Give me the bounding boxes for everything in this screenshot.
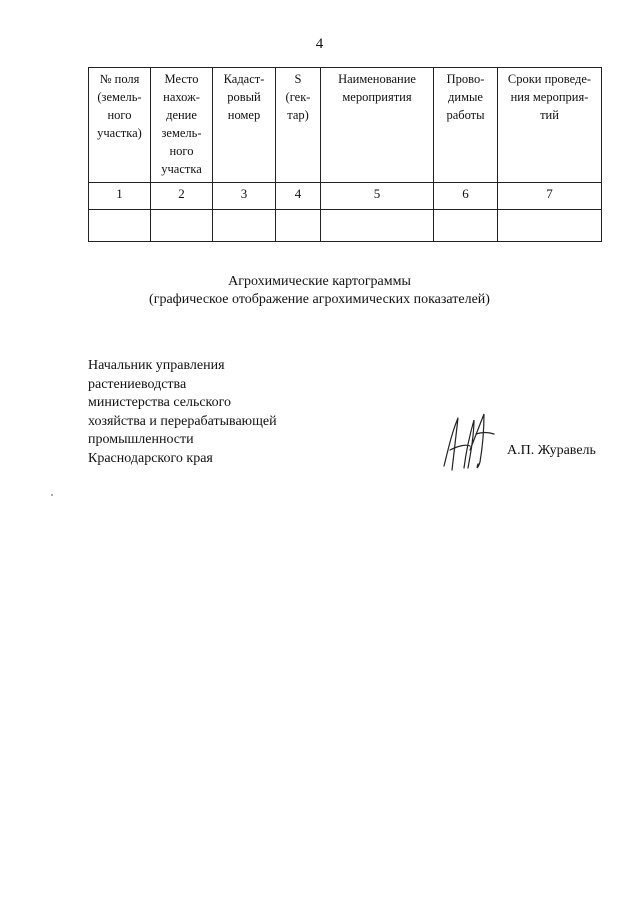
blank-cell <box>151 210 213 242</box>
header-cell: Кадаст- ровый номер <box>213 68 276 183</box>
position-line: промышленности <box>88 432 194 447</box>
blank-cell <box>498 210 602 242</box>
column-number: 1 <box>89 183 151 210</box>
handwritten-signature <box>440 410 496 474</box>
column-number: 6 <box>434 183 498 210</box>
page-number: 4 <box>315 36 324 52</box>
column-number: 7 <box>498 183 602 210</box>
table-number-row <box>89 183 602 210</box>
measures-table <box>88 67 602 242</box>
header-cell: № поля (земель- ного участка) <box>89 68 151 183</box>
header-cell: Сроки проведе- ния мероприя- тий <box>498 68 602 183</box>
column-number: 3 <box>213 183 276 210</box>
position-line: Начальник управления <box>88 358 225 373</box>
signatory-position <box>88 357 277 468</box>
header-cell: Место нахож- дение земель- ного участка <box>151 68 213 183</box>
blank-cell <box>213 210 276 242</box>
header-cell: Наименование мероприятия <box>321 68 434 183</box>
blank-cell <box>89 210 151 242</box>
column-number: 4 <box>276 183 321 210</box>
position-line: министерства сельского <box>88 395 232 410</box>
caption-subtitle: (графическое отображение агрохимических показателей) <box>149 292 490 307</box>
table-blank-row <box>89 210 602 242</box>
header-cell: S (гек- тар) <box>276 68 321 183</box>
blank-cell <box>434 210 498 242</box>
blank-cell <box>276 210 321 242</box>
position-line: растениеводства <box>88 376 187 392</box>
caption-title: Агрохимические картограммы <box>228 274 411 289</box>
column-number: 5 <box>321 183 434 210</box>
header-cell: Прово- димые работы <box>434 68 498 183</box>
table-header-row <box>89 68 602 183</box>
scan-speck <box>51 494 53 496</box>
column-number: 2 <box>151 183 213 210</box>
blank-cell <box>321 210 434 242</box>
signer-name: А.П. Журавель <box>507 443 596 458</box>
position-line: хозяйства и перерабатывающей <box>88 413 277 429</box>
position-line: Краснодарского края <box>88 450 213 466</box>
